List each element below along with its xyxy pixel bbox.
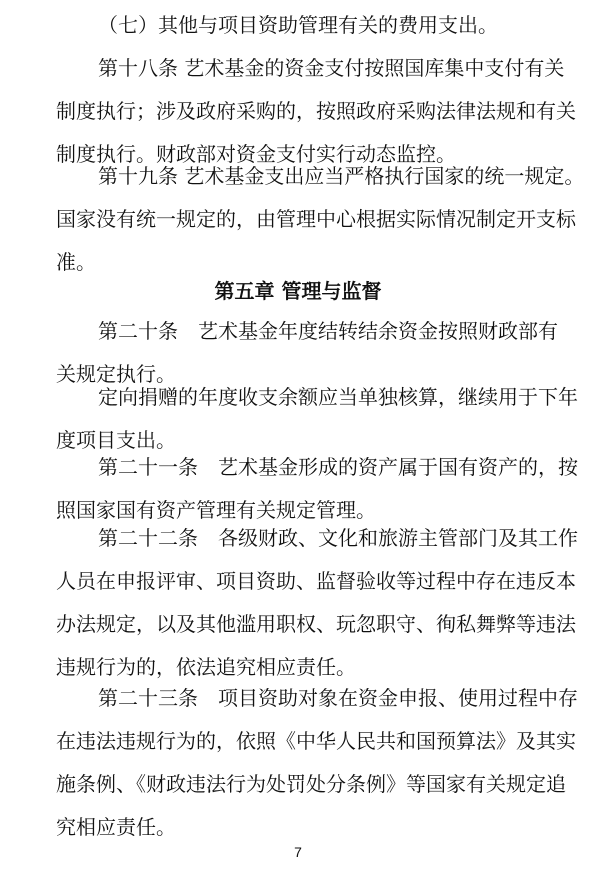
text-line: 办法规定，以及其他滥用职权、玩忽职守、徇私舞弊等违法: [56, 612, 576, 636]
text-line: （七）其他与项目资助管理有关的费用支出。: [98, 13, 498, 37]
text-line: 准。: [56, 250, 96, 274]
paragraph-article-19: [56, 155, 585, 284]
text-line: 度项目支出。: [56, 428, 176, 452]
text-line: 第二十一条 艺术基金形成的资产属于国有资产的，按: [98, 455, 578, 479]
paragraph-item-7: [56, 4, 546, 47]
text-line: 在违法违规行为的，依照《中华人民共和国预算法》及其实: [56, 729, 576, 753]
text-line: 制度执行。财政部对资金支付实行动态监控。: [56, 142, 456, 166]
paragraph-article-22: [56, 517, 578, 689]
text-line: 第十八条 艺术基金的资金支付按照国库集中支付有关: [98, 56, 565, 80]
text-line: 施条例、《财政违法行为处罚处分条例》等国家有关规定追: [56, 772, 566, 796]
text-line: 人员在申报评审、项目资助、监督验收等过程中存在违反本: [56, 569, 576, 593]
page-number: 7: [294, 844, 302, 860]
paragraph-article-23: [56, 677, 578, 849]
text-line: 关规定执行。: [56, 362, 176, 386]
text-line: 第二十二条 各级财政、文化和旅游主管部门及其工作: [98, 526, 578, 550]
text-line: 照国家国有资产管理有关规定管理。: [56, 498, 376, 522]
text-line: 制度执行；涉及政府采购的，按照政府采购法律法规和有关: [56, 99, 576, 123]
chapter-heading: 第五章 管理与监督: [214, 279, 382, 303]
text-line: 究相应责任。: [56, 815, 176, 839]
text-line: 违规行为的，依法追究相应责任。: [56, 655, 356, 679]
text-line: 国家没有统一规定的，由管理中心根据实际情况制定开支标: [56, 207, 576, 231]
text-line: 第十九条 艺术基金支出应当严格执行国家的统一规定。: [98, 164, 585, 188]
text-line: 第二十三条 项目资助对象在资金申报、使用过程中存: [98, 686, 578, 710]
text-line: 定向捐赠的年度收支余额应当单独核算，继续用于下年: [98, 385, 578, 409]
text-line: 第二十条 艺术基金年度结转结余资金按照财政部有: [98, 319, 558, 343]
